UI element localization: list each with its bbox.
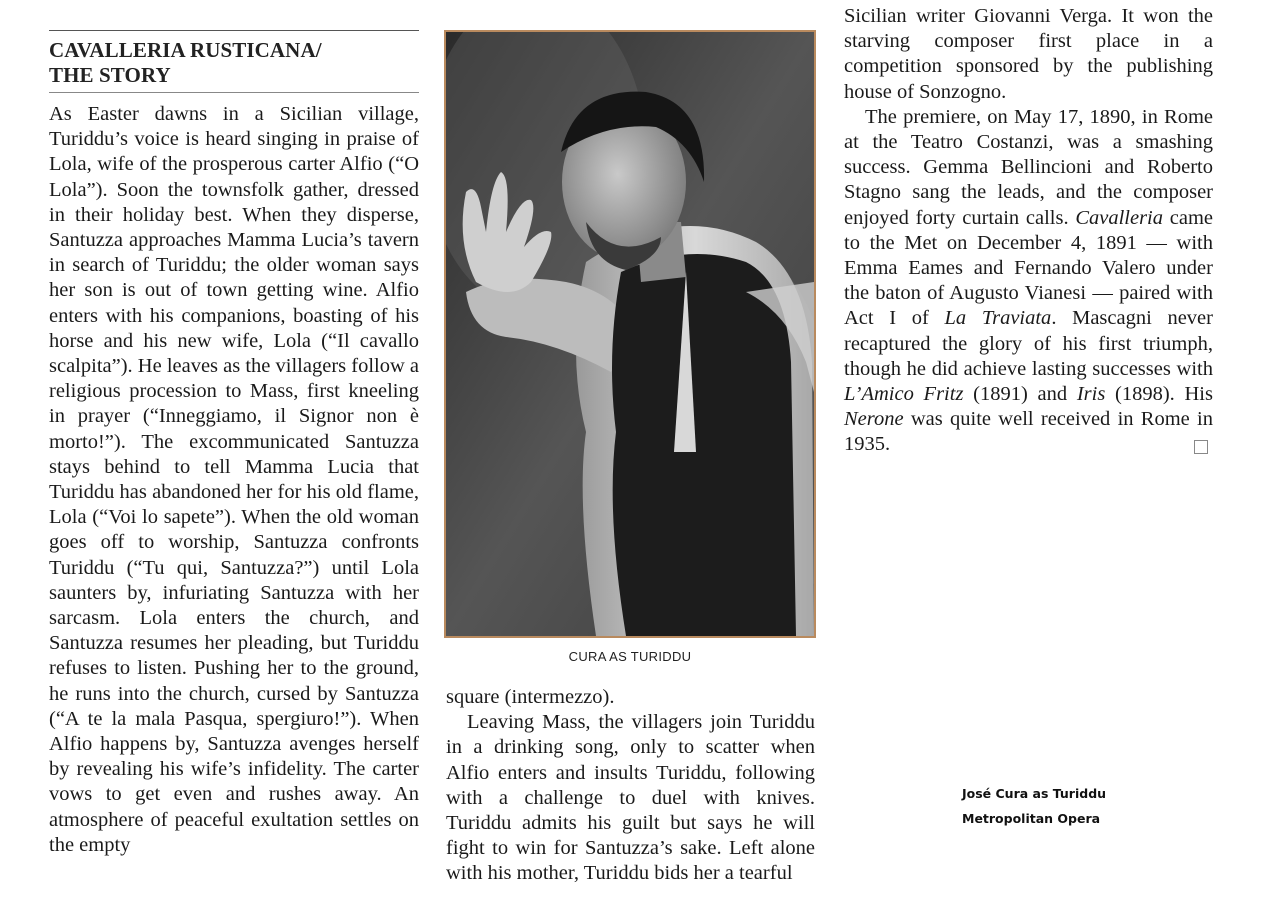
text-run: was quite well received in Rome in 1935. [844, 408, 1213, 456]
article-heading [49, 38, 419, 88]
text-run: came to the Met on December 4, 1891 — with Emma Eames and Fernando Valero under the baton of Augusto Vianesi — paired with Act I of [844, 206, 1213, 330]
story-paragraph: Leaving Mass, the villagers join Turiddu in a drinking song, only to scatter when Alfio enters and insults Turiddu, following with a challenge to duel with knives. Turiddu admits his guilt but says he will fight to win for Santuzza’s sake. Left alone with his mother, Turiddu bids her a tearful [446, 711, 815, 885]
opera-title: Iris [1076, 383, 1106, 406]
credit-line-2: Metropolitan Opera [962, 811, 1101, 826]
story-paragraph: As Easter dawns in a Sicilian village, Turiddu’s voice is heard singing in praise of Lola, wife of the prosperous carter Alfio (“O Lola”). Soon the townsfolk gather, dressed in their holiday best. When they disperse, Santuzza approaches Mamma Lucia’s tavern in search of Turiddu; the older woman says her son is out of town getting wine. Alfio enters with his companions, boasting of his horse and his new wife, Lola (“Il cavallo scalpita”). He leaves as the villagers follow a religious procession to Mass, first kneeling in prayer (“Inneggiamo, il Signor non è morto!”). The excommunicated Santuzza stays behind to tell Mamma Lucia that Turiddu has abandoned her for his old flame, Lola (“Voi lo sapete”). When the old woman goes off to worship, Santuzza confronts Turiddu (“Tu qui, Santuzza?”) until Lola saunters by, infuriating Santuzza with her sarcasm. Lola enters the church, and Santuzza resumes her pleading, but Turiddu refuses to listen. Pushing her to the ground, he runs into the church, cursed by Santuzza (“A te la mala Pasqua, spergiuro!”). When Alfio happens by, Santuzza avenges herself by revealing his wife’s infidelity. The carter vows to get even and rushes away. An atmosphere of peaceful exultation settles on the empty [49, 103, 419, 856]
performer-photo [444, 30, 816, 638]
heading-bottom-rule [49, 92, 419, 93]
opera-title: L’Amico Fritz [844, 383, 964, 406]
story-paragraph-continued: square (intermezzo). [446, 686, 615, 708]
heading-top-rule [49, 30, 419, 31]
photo-illustration [446, 32, 814, 636]
text-run: . Mascagni never recaptured the glory of his first triumph, though he did achieve lasting successes with [844, 307, 1213, 380]
end-of-article-mark [1194, 440, 1208, 454]
text-run: (1891) and [963, 383, 1077, 406]
text-column-1 [49, 102, 419, 858]
heading-line-2: THE STORY [49, 63, 171, 87]
heading-line-1: CAVALLERIA RUSTICANA/ [49, 38, 322, 62]
text-column-3 [844, 4, 1213, 458]
history-paragraph [844, 105, 1213, 458]
text-run: The premiere, on May 17, 1890, in Rome at the Teatro Costanzi, was a smashing success. Gemma Bellincioni and Roberto Stagno sang the leads, and the composer enjoyed forty curtain calls. [844, 105, 1213, 229]
opera-title: Cavalleria [1075, 206, 1163, 229]
photo-caption: CURA AS TURIDDU [568, 649, 692, 664]
history-paragraph-continued: Sicilian writer Giovanni Verga. It won the starving composer first place in a competition sponsored by the publishing house of Sonzogno. [844, 5, 1213, 103]
opera-title: La Traviata [944, 307, 1052, 330]
credit-line-1: José Cura as Turiddu [962, 786, 1107, 801]
opera-title: Nerone [844, 408, 904, 431]
text-run: (1898). His [1105, 383, 1213, 406]
text-column-2 [446, 685, 815, 887]
